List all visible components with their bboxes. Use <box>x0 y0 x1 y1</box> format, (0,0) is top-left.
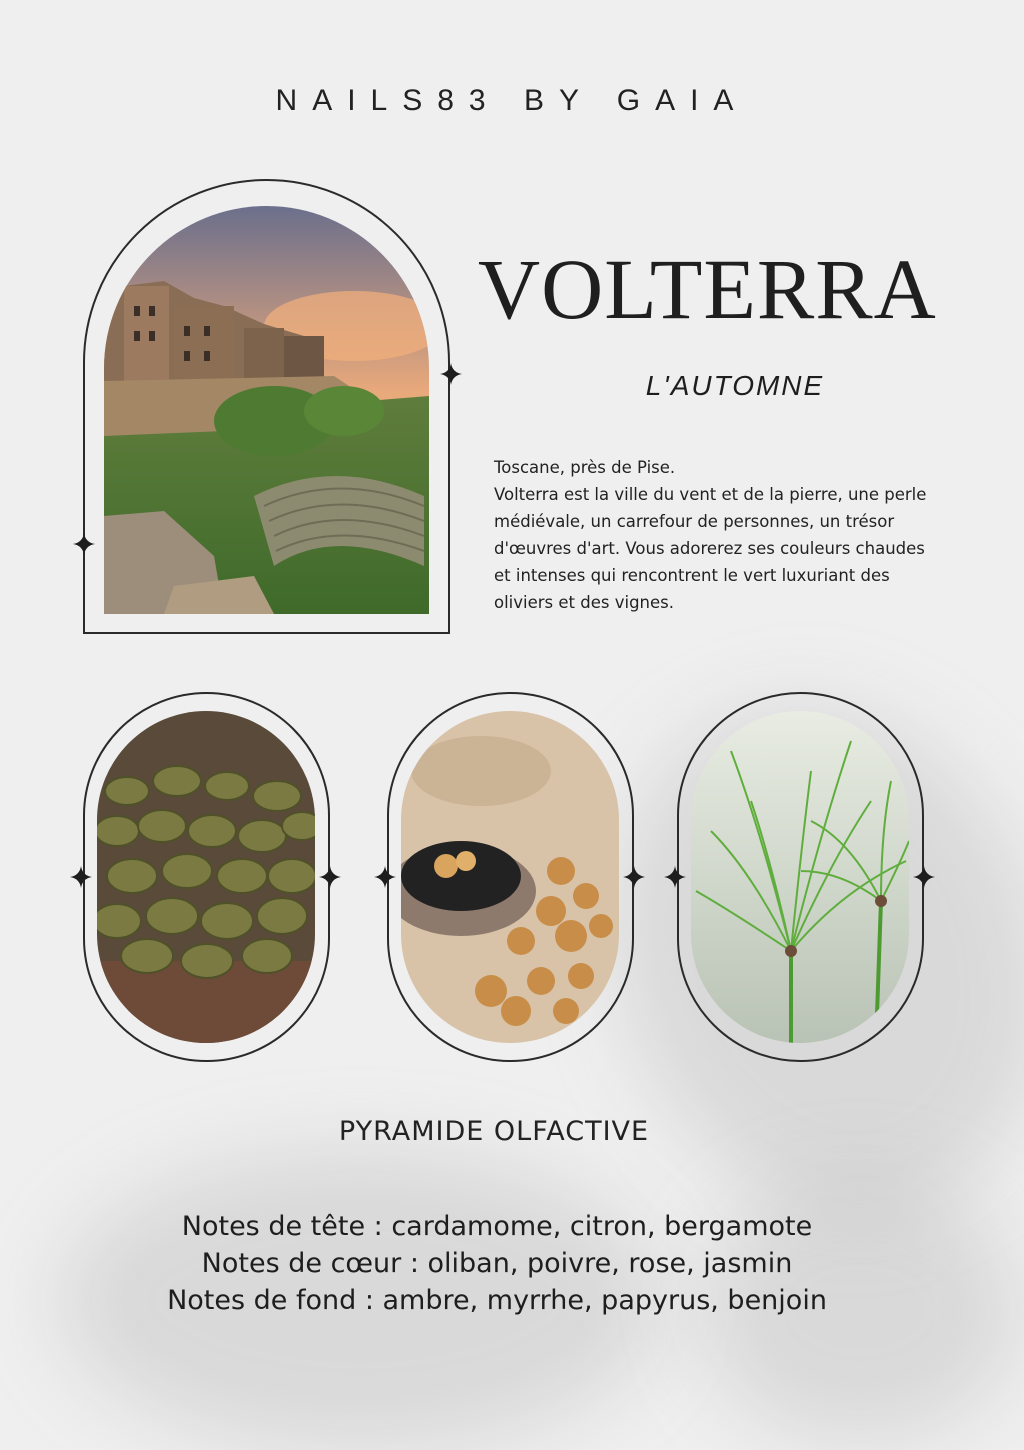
sparkle-icon <box>73 533 95 555</box>
sparkle-icon <box>319 866 341 888</box>
sparkle-icon <box>440 363 462 385</box>
brand-name: NAILS83 BY GAIA <box>275 84 749 117</box>
pyramid-title: PYRAMIDE OLFACTIVE <box>338 1116 650 1147</box>
description-line: oliviers et des vignes. <box>494 593 674 612</box>
sparkle-icon <box>374 866 396 888</box>
pyramid-notes <box>0 1208 994 1319</box>
description-line: médiévale, un carrefour de personnes, un trésor <box>494 512 895 531</box>
description-line: d'œuvres d'art. Vous adorerez ses couleurs chaudes <box>494 539 925 558</box>
sparkle-icon <box>664 866 686 888</box>
page-subtitle: L'AUTOMNE <box>645 370 825 401</box>
description <box>494 454 994 616</box>
volterra-landscape-photo <box>104 206 429 614</box>
description-line: et intenses qui rencontrent le vert luxuriant des <box>494 566 890 585</box>
sparkle-icon <box>913 866 935 888</box>
page-title: VOLTERRA <box>478 241 937 337</box>
sparkle-icon <box>70 866 92 888</box>
papyrus-photo <box>691 711 909 1043</box>
base-notes: Notes de fond : ambre, myrrhe, papyrus, benjoin <box>167 1285 827 1316</box>
frankincense-photo <box>401 711 619 1043</box>
sparkle-icon <box>623 866 645 888</box>
cardamom-photo <box>97 711 315 1043</box>
heart-notes: Notes de cœur : oliban, poivre, rose, jasmin <box>201 1248 793 1279</box>
description-line: Toscane, près de Pise. <box>494 458 676 477</box>
description-line: Volterra est la ville du vent et de la pierre, une perle <box>494 485 927 504</box>
top-notes: Notes de tête : cardamome, citron, bergamote <box>181 1211 813 1242</box>
